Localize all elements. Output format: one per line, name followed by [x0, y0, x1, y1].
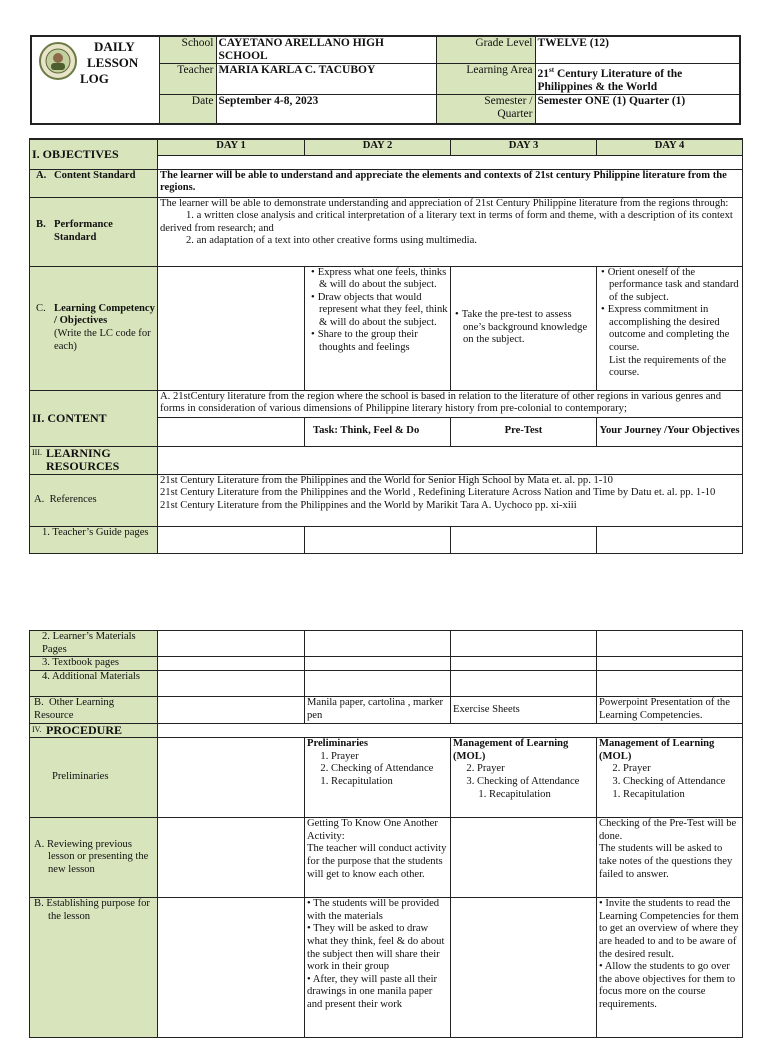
preliminaries-day-2-item: 2. Checking of Attendance [331, 763, 448, 776]
learning-resources-blank [158, 446, 743, 474]
lesson-table-part-1 [29, 138, 743, 554]
day-4-header: DAY 4 [597, 139, 743, 155]
learning-area-value: 21st Century Literature of the Philippines & the World [535, 64, 740, 95]
textbook-day-4 [597, 657, 743, 671]
competency-day-4-item: • Orient oneself of the performance task and standard of the subject. [599, 267, 740, 305]
competency-day-3-item: • Take the pre-test to assess one’s background knowledge on the subject. [453, 309, 594, 347]
competency-day-2 [305, 266, 451, 390]
additional-day-2 [305, 671, 451, 697]
other-resource-day-2: Manila paper, cartolina , marker pen [305, 697, 451, 724]
textbook-day-1 [158, 657, 305, 671]
preliminaries-day-3-item: 2. Prayer [477, 763, 594, 776]
learners-materials-day-4 [597, 631, 743, 657]
preliminaries-day-2: Preliminaries 1. Prayer 2. Checking of Attendance 1. Recapitulation [305, 738, 451, 818]
competency-day-2-item: • Draw objects that would represent what they feel, think & will do about the subject. [309, 292, 448, 330]
content-standard-label: A. Content Standard [30, 169, 158, 197]
purpose-day-3 [451, 898, 597, 1038]
preliminaries-label: Preliminaries [30, 738, 158, 818]
additional-day-4 [597, 671, 743, 697]
competency-day-2-item: • Share to the group their thoughts and feelings [309, 329, 448, 354]
preliminaries-day-2-sub: 1. Recapitulation [331, 776, 448, 789]
textbook-pages-label: 3. Textbook pages [30, 657, 158, 671]
competency-day-4-item: • Express commitment in accomplishing the desired outcome and completing the course. [599, 304, 740, 354]
school-label: School [159, 36, 216, 64]
learners-materials-label: 2. Learner’s Materials Pages [30, 631, 158, 657]
procedure-heading: IV. PROCEDURE [30, 724, 158, 738]
reviewing-day-1 [158, 818, 305, 898]
reviewing-day-2: Getting To Know One Another Activity: The teacher will conduct activity for the purpose that the students will get to know each other. [305, 818, 451, 898]
preliminaries-day-3: Management of Learning (MOL) 2. Prayer 3. Checking of Attendance 1. Recapitulation [451, 738, 597, 818]
establishing-purpose-label: B. Establishing purpose for the lesson [30, 898, 158, 1038]
content-standard-text: The learner will be able to understand and appreciate the elements and contexts of 21st century Philippine literature from the regions. [158, 169, 743, 197]
learning-resources-heading: III. LEARNING RESOURCES [30, 446, 158, 474]
other-resource-day-3: Exercise Sheets [451, 697, 597, 724]
semester-value: Semester ONE (1) Quarter (1) [535, 94, 740, 124]
preliminaries-day-3-sub: 1. Recapitulation [489, 789, 594, 802]
lesson-table-part-2 [29, 630, 743, 1038]
content-day-4: Your Journey /Your Objectives [597, 417, 743, 446]
references-text: 21st Century Literature from the Philippines and the World for Senior High School by Mata et. al. pp. 1-10 21st Century Literature from the Philippines and the World , Redefining Literature Across Nation and Time by Datu et. al. pp. 1-10 21st Century Literature from the Philippines and the World by Marikit Tara A. Uychoco pp. xi-xiii [158, 474, 743, 526]
teachers-guide-day-1 [158, 526, 305, 553]
additional-day-3 [451, 671, 597, 697]
additional-day-1 [158, 671, 305, 697]
grade-level-value: TWELVE (12) [535, 36, 740, 64]
competency-day-1 [158, 266, 305, 390]
objectives-heading: I. OBJECTIVES [30, 139, 158, 169]
date-value: September 4-8, 2023 [216, 94, 436, 124]
performance-standard-label: B. Performance Standard [30, 197, 158, 266]
competency-day-2-item: • Express what one feels, thinks & will do about the subject. [309, 267, 448, 292]
content-day-2: Task: Think, Feel & Do [305, 417, 451, 446]
performance-standard-text: The learner will be able to demonstrate understanding and appreciation of 21st Century Philippine literature from the regions through: 1. a written close analysis and critical interpretation of a literary text in terms of form and theme, with a description of its context derived from research; and 2. an adaptation of a text into other creative forms using multimedia. [158, 197, 743, 266]
date-label: Date [159, 94, 216, 124]
purpose-day-2: • The students will be provided with the materials • They will be asked to draw what they think, feel & do about the subject then will share their work in their group • After, they will paste all their drawings in one manila paper and present their work [305, 898, 451, 1038]
procedure-blank [158, 724, 743, 738]
header-table [30, 35, 741, 125]
school-seal-logo [38, 41, 78, 81]
reviewing-day-3 [451, 818, 597, 898]
preliminaries-day-4-sub: 1. Recapitulation [623, 789, 740, 802]
teacher-label: Teacher [159, 64, 216, 95]
grade-level-label: Grade Level [436, 36, 535, 64]
learning-area-label: Learning Area [436, 64, 535, 95]
teachers-guide-day-2 [305, 526, 451, 553]
reviewing-previous-lesson-label: A. Reviewing previous lesson or presenting the new lesson [30, 818, 158, 898]
content-heading: II. CONTENT [30, 390, 158, 446]
other-resource-day-4: Powerpoint Presentation of the Learning Competencies. [597, 697, 743, 724]
references-label: A. References [30, 474, 158, 526]
preliminaries-day-3-item: 3. Checking of Attendance [477, 776, 594, 789]
header-logo-cell [31, 36, 159, 124]
school-value: CAYETANO ARELLANO HIGH SCHOOL [216, 36, 436, 64]
learners-materials-day-2 [305, 631, 451, 657]
other-resource-label: B. Other Learning Resource [30, 697, 158, 724]
reviewing-day-4: Checking of the Pre-Test will be done. The students will be asked to take notes of the questions they failed to answer. [597, 818, 743, 898]
competency-day-3 [451, 266, 597, 390]
preliminaries-day-4: Management of Learning (MOL) 2. Prayer 3. Checking of Attendance 1. Recapitulation [597, 738, 743, 818]
competency-day-4 [597, 266, 743, 390]
day-1-header: DAY 1 [158, 139, 305, 155]
purpose-day-1 [158, 898, 305, 1038]
day-3-header: DAY 3 [451, 139, 597, 155]
content-day-3: Pre-Test [451, 417, 597, 446]
competency-day-4-extra: List the requirements of the course. [609, 354, 727, 379]
other-resource-day-1 [158, 697, 305, 724]
learning-competency-label: C. Learning Competency / Objectives (Write the LC code for each) [30, 266, 158, 390]
semester-label: Semester / Quarter [436, 94, 535, 124]
additional-materials-label: 4. Additional Materials [30, 671, 158, 697]
preliminaries-day-4-item: 2. Prayer [623, 763, 740, 776]
content-day-1 [158, 417, 305, 446]
learners-materials-day-1 [158, 631, 305, 657]
teacher-value: MARIA KARLA C. TACUBOY [216, 64, 436, 95]
preliminaries-day-2-item: 1. Prayer [331, 751, 448, 764]
preliminaries-day-1 [158, 738, 305, 818]
learners-materials-day-3 [451, 631, 597, 657]
purpose-day-4: • Invite the students to read the Learning Competencies for them to get an overview of where they are headed to and to be aware of the desired result. • Allow the students to go over the above objectives for them to focus more on the course requirements. [597, 898, 743, 1038]
content-text: A. 21stCentury literature from the region where the school is based in relation to the literature of other regions in various genres and forms in consideration of various dimensions of Philippine literary history from pre-colonial to contemporary; [158, 390, 743, 417]
daily-lesson-log-title: DAILY LESSON LOG [80, 39, 139, 86]
teachers-guide-day-3 [451, 526, 597, 553]
textbook-day-2 [305, 657, 451, 671]
preliminaries-day-4-item: 3. Checking of Attendance [623, 776, 740, 789]
teachers-guide-label: 1. Teacher’s Guide pages [30, 526, 158, 553]
blank-row [158, 155, 743, 169]
day-2-header: DAY 2 [305, 139, 451, 155]
teachers-guide-day-4 [597, 526, 743, 553]
textbook-day-3 [451, 657, 597, 671]
